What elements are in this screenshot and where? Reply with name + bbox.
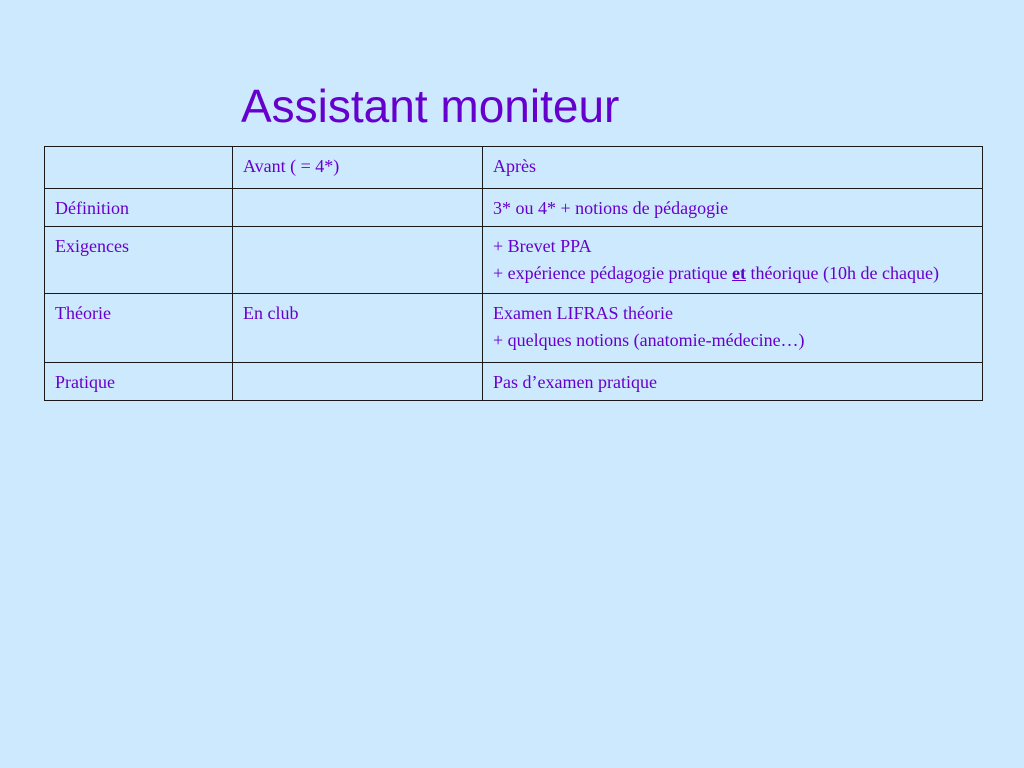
cell-exigences-avant — [233, 227, 483, 294]
cell-text: + Brevet PPA — [493, 236, 592, 256]
cell-text: Pas d’examen pratique — [493, 372, 657, 392]
row-label-pratique: Pratique — [45, 363, 233, 401]
header-cell-avant: Avant ( = 4*) — [233, 147, 483, 189]
cell-definition-avant — [233, 189, 483, 227]
emphasis-et: et — [732, 263, 747, 283]
row-label-theorie: Théorie — [45, 294, 233, 363]
table-row-theorie — [45, 294, 983, 363]
cell-text-rich — [493, 260, 972, 287]
cell-pratique-avant — [233, 363, 483, 401]
table-row-definition — [45, 189, 983, 227]
header-cell-empty — [45, 147, 233, 189]
slide-title: Assistant moniteur — [241, 80, 620, 132]
cell-definition-apres — [483, 189, 983, 227]
header-cell-apres: Après — [483, 147, 983, 189]
row-label-exigences: Exigences — [45, 227, 233, 294]
cell-theorie-apres — [483, 294, 983, 363]
table-header-row — [45, 147, 983, 189]
row-label-definition: Définition — [45, 189, 233, 227]
cell-text-post: théorique (10h de chaque) — [746, 263, 939, 283]
cell-text: + quelques notions (anatomie-médecine…) — [493, 330, 805, 350]
table-row-pratique — [45, 363, 983, 401]
cell-pratique-apres — [483, 363, 983, 401]
cell-text-pre: + expérience pédagogie pratique — [493, 263, 733, 283]
cell-exigences-apres — [483, 227, 983, 294]
cell-theorie-avant: En club — [233, 294, 483, 363]
cell-text: 3* ou 4* + notions de pédagogie — [493, 198, 729, 218]
cell-text: Examen LIFRAS théorie — [493, 303, 673, 323]
table-row-exigences — [45, 227, 983, 294]
comparison-table — [44, 146, 983, 401]
